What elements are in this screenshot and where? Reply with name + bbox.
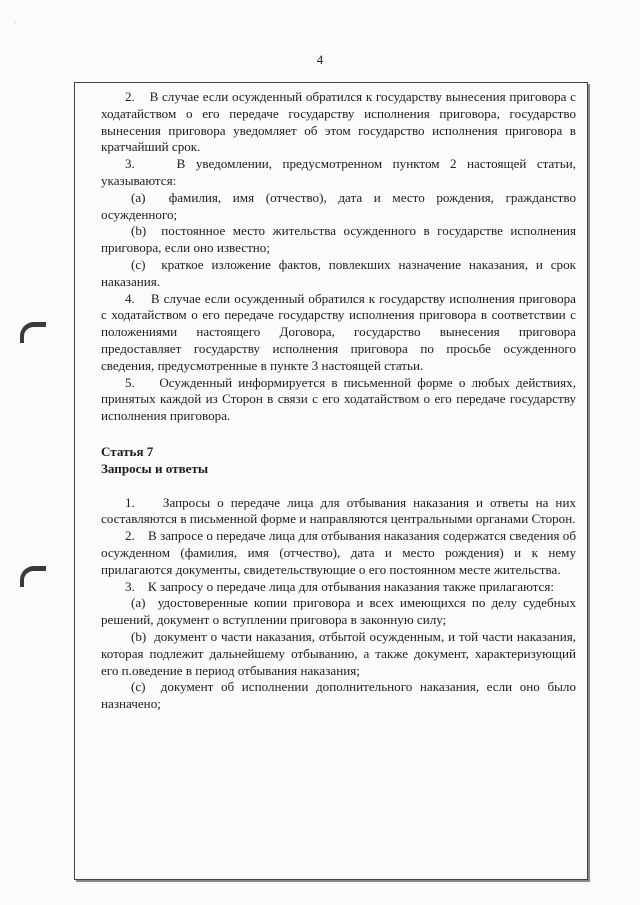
scan-mark: · <box>52 20 55 29</box>
article-7-body <box>101 495 576 713</box>
page-number: 4 <box>316 52 324 67</box>
paragraph: (c) документ об исполнении дополнительного наказания, если оно было назначено; <box>101 679 576 712</box>
scan-mark: ′ <box>14 20 16 29</box>
paragraph: (c) краткое изложение фактов, повлекших назначение наказания, и срок наказания. <box>101 256 576 289</box>
paragraph: (b) документ о части наказания, отбытой осужденным, и той части наказания, которая подлежит дальнейшему отбыванию, а также документ, характеризующий его п.оведение в период отбывания наказания; <box>101 628 576 678</box>
paragraph: (a) фамилия, имя (отчество), дата и место рождения, гражданство осужденного; <box>101 189 576 222</box>
paragraph: (a) удостоверенные копии приговора и всех имеющихся по делу судебных решений, документ о вступлении приговора в законную силу; <box>101 595 576 628</box>
article-title: Статья 7 <box>101 443 154 459</box>
paragraph: 5. Осужденный информируется в письменной форме о любых действиях, принятых каждой из Сторон в связи с его ходатайством о его передаче государству исполнения приговора. <box>101 374 576 424</box>
paragraph: 2. В запросе о передаче лица для отбывания наказания содержатся сведения об осужденном (фамилия, имя (отчество), дата и место рождения) и к нему прилагаются документы, свидетельствующие о его постоянном месте жительства. <box>101 528 576 577</box>
article-subtitle: Запросы и ответы <box>101 460 209 476</box>
punch-hole-mark <box>20 566 46 587</box>
paragraph: 1. Запросы о передаче лица для отбывания наказания и ответы на них составляются в письменной форме и направляются центральными органами Сторон. <box>101 494 576 527</box>
paragraph: 4. В случае если осужденный обратился к государству исполнения приговора с ходатайством о его передаче государству исполнения приговора в соответствии с положениями настоящего Договора, государство вынесения приговора предоставляет государству исполнения приговора по просьбе осужденного сведения, предусмотренные в пункте 3 настоящей статьи. <box>101 290 576 373</box>
punch-hole-mark <box>20 322 46 343</box>
paragraph: 2. В случае если осужденный обратился к государству вынесения приговора с ходатайством о его передаче государству исполнения приговора, государство вынесения приговора уведомляет об этом государство исполнения приговора в кратчайший срок. <box>101 89 576 155</box>
paragraph: 3. К запросу о передаче лица для отбывания наказания также прилагаются: <box>125 578 555 594</box>
document-body <box>101 89 576 713</box>
paragraph: 3. В уведомлении, предусмотренном пунктом 2 настоящей статьи, указываются: <box>101 156 576 188</box>
paragraph: (b) постоянное место жительства осужденного в государстве исполнения приговора, если оно известно; <box>101 223 576 256</box>
article-6-continuation <box>101 89 576 425</box>
